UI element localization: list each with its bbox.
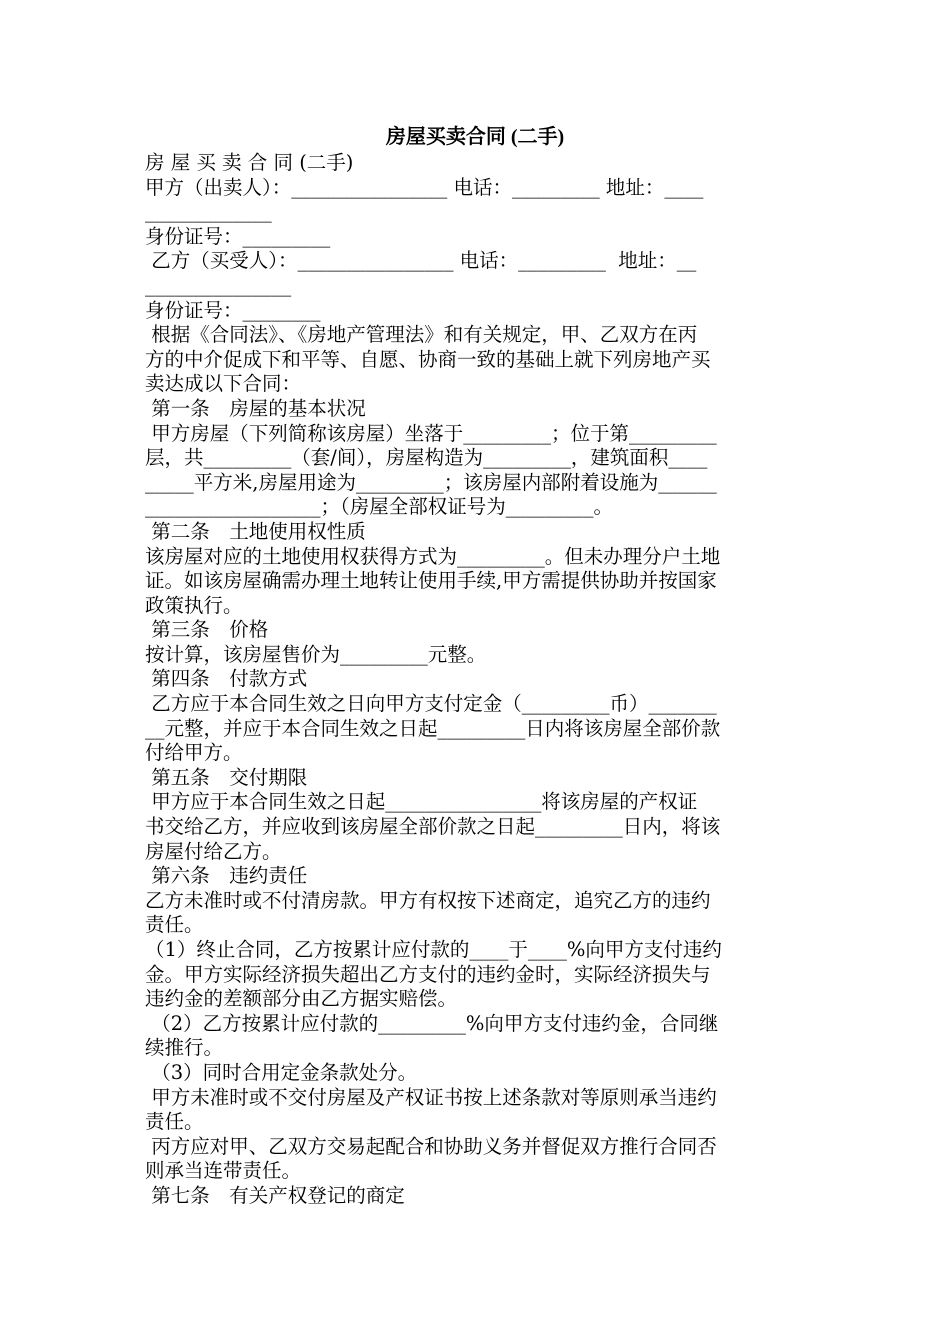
- contract-line: （3）同时合用定金条款处分。: [145, 1060, 418, 1084]
- contract-line: 责任。: [145, 913, 204, 937]
- contract-line: 乙方应于本合同生效之日向甲方支付定金（_________币）_______: [145, 692, 717, 716]
- contract-line: 按计算，该房屋售价为_________元整。: [145, 642, 487, 666]
- contract-line: __________________；（房屋全部权证号为_________。: [145, 495, 614, 519]
- contract-line: 甲方未准时或不交付房屋及产权证书按上述条款对等原则承当违约: [145, 1085, 717, 1109]
- contract-line: 第三条 价格: [145, 618, 269, 642]
- contract-line: 身份证号：_________: [145, 224, 331, 248]
- contract-line: 甲方房屋（下列简称该房屋）坐落于_________；位于第_________: [145, 421, 717, 445]
- contract-line: 书交给乙方，并应收到该房屋全部价款之日起_________日内，将该: [145, 815, 721, 839]
- contract-line: 卖达成以下合同：: [145, 372, 302, 396]
- contract-line: 乙方未准时或不付清房款。甲方有权按下述商定，追究乙方的违约: [145, 888, 711, 912]
- document-title: 房屋买卖合同 (二手): [385, 126, 565, 148]
- contract-line: 甲方应于本合同生效之日起________________将该房屋的产权证: [145, 790, 698, 814]
- contract-line: 甲方（出卖人）：________________ 电话：_________ 地址：____: [145, 175, 704, 199]
- contract-line: _____平方米,房屋用途为_________；该房屋内部附着设施为______: [145, 470, 717, 494]
- contract-line: （2）乙方按累计应付款的_________%向甲方支付违约金，合同继: [145, 1011, 719, 1035]
- contract-line: 乙方（买受人）：________________ 电话：_________ 地址：__: [145, 249, 697, 273]
- contract-line: 续推行。: [145, 1036, 224, 1060]
- contract-line: 房 屋 买 卖 合 同 (二手): [145, 151, 354, 174]
- contract-line: 方的中介促成下和平等、自愿、协商一致的基础上就下列房地产买: [145, 347, 711, 371]
- contract-line: 第六条 违约责任: [145, 864, 308, 888]
- contract-line: 根据《合同法》、《房地产管理法》和有关规定，甲、乙双方在丙: [145, 323, 698, 347]
- contract-line: 证。如该房屋确需办理土地转让使用手续,甲方需提供协助并按国家: [145, 569, 717, 593]
- contract-line: 第四条 付款方式: [145, 667, 308, 691]
- contract-line: 则承当连带责任。: [145, 1159, 302, 1183]
- contract-line: 第五条 交付期限: [145, 765, 308, 789]
- contract-body: [145, 151, 809, 1209]
- contract-line: 金。甲方实际经济损失超出乙方支付的违约金时，实际经济损失与: [145, 962, 711, 986]
- contract-line: _______________: [145, 273, 292, 297]
- contract-line: 付给甲方。: [145, 741, 243, 765]
- contract-line: 第二条 土地使用权性质: [145, 519, 366, 543]
- contract-line: 丙方应对甲、乙双方交易起配合和协助义务并督促双方推行合同否: [145, 1134, 717, 1158]
- contract-line: 违约金的差额部分由乙方据实赔偿。: [145, 987, 458, 1011]
- contract-line: 房屋付给乙方。: [145, 839, 282, 863]
- contract-line: 身份证号：________: [145, 298, 321, 322]
- contract-line: __元整，并应于本合同生效之日起_________日内将该房屋全部价款: [145, 716, 721, 740]
- contract-line: 该房屋对应的土地使用权获得方式为_________。但未办理分户土地: [145, 544, 721, 568]
- contract-line: （1）终止合同，乙方按累计应付款的____于____%向甲方支付违约: [145, 938, 722, 961]
- contract-line: 第七条 有关产权登记的商定: [145, 1183, 405, 1207]
- contract-line: 层，共_________（套/间），房屋构造为_________，建筑面积____: [145, 446, 708, 470]
- contract-line: 政策执行。: [145, 593, 243, 617]
- contract-line: _____________: [145, 200, 272, 224]
- contract-line: 责任。: [145, 1110, 204, 1134]
- contract-line: 第一条 房屋的基本状况: [145, 396, 366, 420]
